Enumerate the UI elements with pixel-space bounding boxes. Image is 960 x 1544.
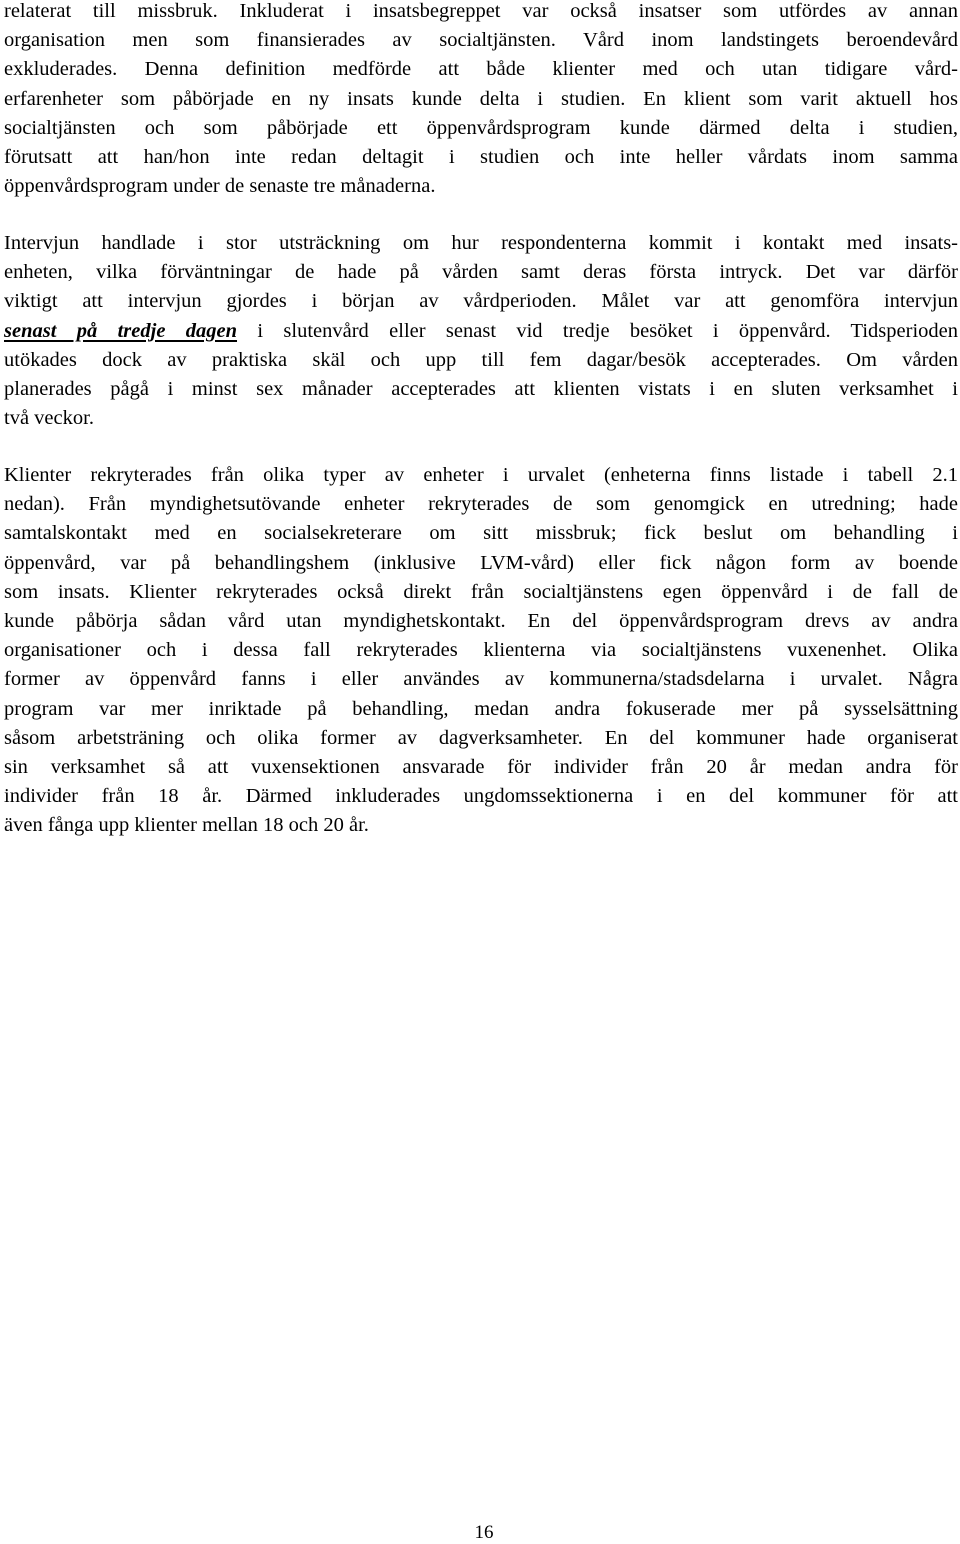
text-segment: i slutenvård eller senast vid tredje besöket i öppenvård. Tidsperioden [237, 319, 958, 342]
text-line: Intervjun handlade i stor utsträckning om hur respondenterna kommit i kontakt med insats- [4, 232, 958, 254]
paragraph-recruitment [4, 461, 958, 841]
text-line: erfarenheter som påbörjade en ny insats kunde delta i studien. En klient som varit aktuell hos [4, 87, 958, 110]
text-line: kunde påbörja sådan vård utan myndighetskontakt. En del öppenvårdsprogram drevs av andra [4, 610, 958, 633]
text-line: exkluderades. Denna definition medförde att både klienter med och utan tidigare vård- [4, 58, 958, 81]
text-line: viktigt att intervjun gjordes i början av vårdperioden. Målet var att genomföra intervjun [4, 290, 958, 313]
paragraph-definition [4, 0, 958, 201]
text-line: program var mer inriktade på behandling, medan andra fokuserade mer på sysselsättning [4, 697, 958, 720]
text-line: två veckor. [4, 407, 94, 430]
text-line: individer från 18 år. Därmed inkluderades ungdomssektionerna i en del kommuner för att [4, 785, 958, 808]
text-line: socialtjänsten och som påbörjade ett öppenvårdsprogram kunde därmed delta i studien, [4, 116, 958, 139]
text-line: samtalskontakt med en socialsekreterare om sitt missbruk; fick beslut om behandling i [4, 522, 958, 545]
text-line: organisation men som finansierades av socialtjänsten. Vård inom landstingets beroendevård [4, 29, 958, 52]
text-line: sin verksamhet så att vuxensektionen ansvarade för individer från 20 år medan andra för [4, 756, 958, 779]
text-line: öppenvård, var på behandlingshem (inklusive LVM-vård) eller fick någon form av boende [4, 551, 958, 574]
paragraph-interview [4, 229, 958, 433]
text-line: relaterat till missbruk. Inkluderat i insatsbegreppet var också insatser som utfördes av annan [4, 0, 958, 22]
page-number: 16 [474, 1522, 494, 1543]
text-line: former av öppenvård fanns i eller användes av kommunerna/stadsdelarna i urvalet. Några [4, 668, 958, 691]
emphasized-text: senast på tredje dagen [4, 319, 238, 342]
text-line: öppenvårdsprogram under de senaste tre månaderna. [4, 175, 436, 198]
text-line: planerades pågå i minst sex månader accepterades att klienten vistats i en sluten verksamhet i [4, 378, 958, 401]
text-line: organisationer och i dessa fall rekryterades klienterna via socialtjänstens vuxenenhet. Olika [4, 639, 958, 662]
text-line-with-emphasis [4, 317, 958, 346]
text-line: förutsatt att han/hon inte redan deltagit i studien och inte heller vårdats inom samma [4, 146, 958, 169]
text-line: nedan). Från myndighetsutövande enheter rekryterades de som genomgick en utredning; hade [4, 493, 958, 516]
text-line: enheten, vilka förväntningar de hade på vården samt deras första intryck. Det var därför [4, 261, 958, 284]
text-line: Klienter rekryterades från olika typer av enheter i urvalet (enheterna finns listade i tabell 2.1 [4, 464, 958, 486]
text-line: utökades dock av praktiska skäl och upp till fem dagar/besök accepterades. Om vården [4, 348, 958, 371]
text-line: även fånga upp klienter mellan 18 och 20 år. [4, 814, 369, 837]
text-line: såsom arbetsträning och olika former av dagverksamheter. En del kommuner hade organiserat [4, 726, 958, 749]
text-line: som insats. Klienter rekryterades också direkt från socialtjänstens egen öppenvård i de fall de [4, 580, 958, 603]
